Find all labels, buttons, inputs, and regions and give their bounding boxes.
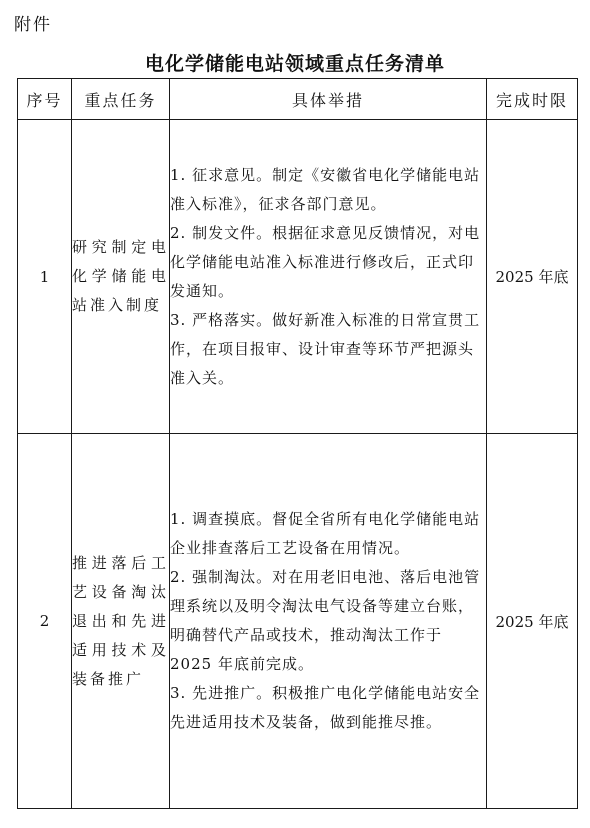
annex-label: 附件: [14, 15, 52, 35]
header-key-task: 重点任务: [72, 79, 170, 120]
row-key-task: 推进落后工艺设备淘汰退出和先进适用技术及装备推广: [72, 434, 170, 809]
table-row: [18, 120, 578, 434]
row-measures: [170, 434, 487, 809]
row-deadline: 2025 年底: [487, 434, 578, 809]
row-serial-number: 2: [18, 434, 72, 809]
document-title: 电化学储能电站领域重点任务清单: [144, 53, 445, 75]
row-serial-number: 1: [18, 120, 72, 434]
header-serial-number: 序号: [18, 79, 72, 120]
measure-item: 3. 严格落实。做好新准入标准的日常宣贯工作，在项目报审、设计审查等环节严把源头准入关。: [170, 310, 481, 387]
row-key-task: 研究制定电化学储能电站准入制度: [72, 120, 170, 434]
measure-item: 2. 强制淘汰。对在用老旧电池、落后电池管理系统以及明令淘汰电气设备等建立台账，明确替代产品或技术，推动淘汰工作于 2025 年底前完成。: [170, 568, 481, 673]
header-specific-measures: 具体举措: [170, 79, 487, 120]
header-deadline: 完成时限: [487, 79, 578, 120]
measure-item: 1. 征求意见。制定《安徽省电化学储能电站准入标准》，征求各部门意见。: [170, 165, 481, 213]
measure-item: 2. 制发文件。根据征求意见反馈情况，对电化学储能电站准入标准进行修改后，正式印发通知。: [170, 223, 481, 300]
table-header-row: [18, 79, 578, 120]
row-measures: [170, 120, 487, 434]
row-deadline: 2025 年底: [487, 120, 578, 434]
measure-item: 3. 先进推广。积极推广电化学储能电站安全先进适用技术及装备，做到能推尽推。: [170, 684, 481, 731]
measure-item: 1. 调查摸底。督促全省所有电化学储能电站企业排查落后工艺设备在用情况。: [170, 510, 481, 557]
task-list-table: [17, 78, 578, 809]
table-row: [18, 434, 578, 809]
